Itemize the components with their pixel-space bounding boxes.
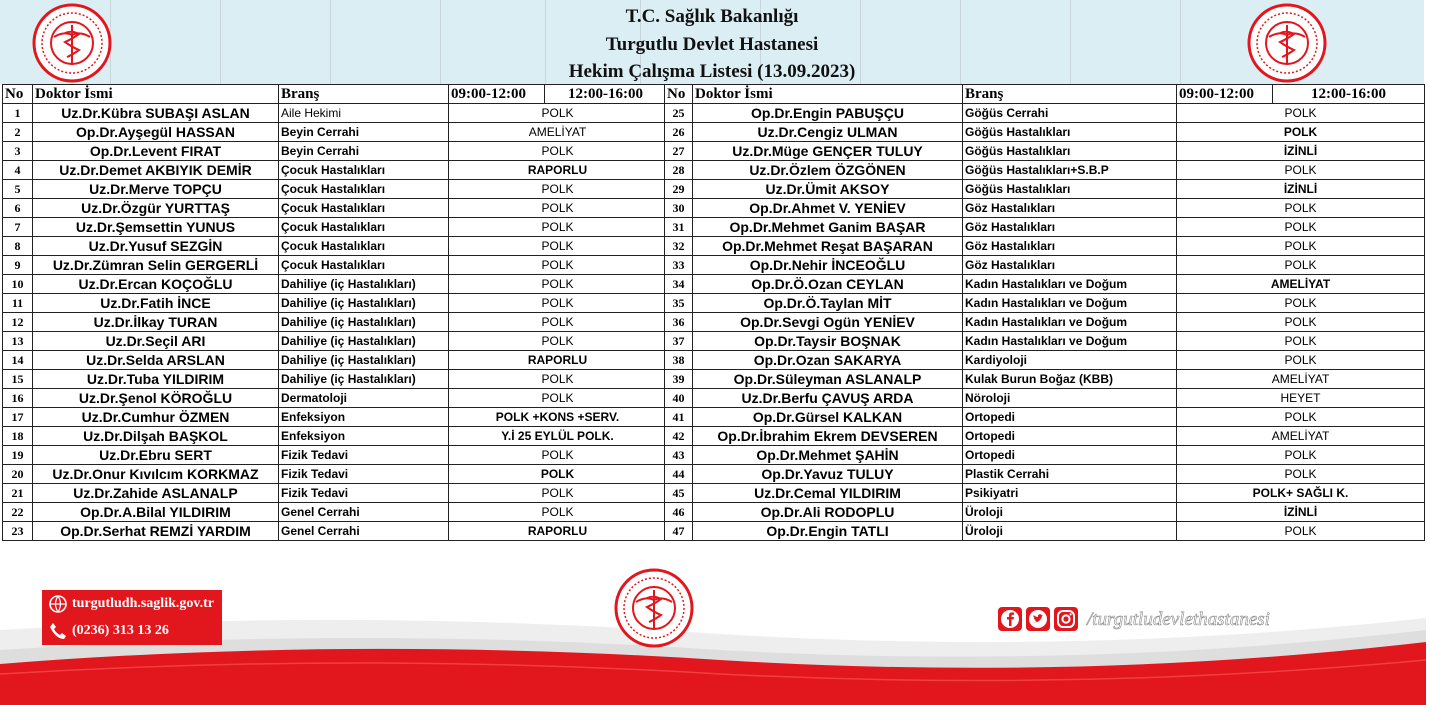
branch-name: Genel Cerrahi <box>279 522 449 541</box>
duty-status: RAPORLU <box>449 522 667 541</box>
ministry-title: T.C. Sağlık Bakanlığı <box>625 6 799 27</box>
doctor-name: Uz.Dr.Cemal YILDIRIM <box>693 484 963 503</box>
duty-status: POLK <box>1177 218 1425 237</box>
duty-status: HEYET <box>1177 389 1425 408</box>
row-number: 39 <box>665 370 693 389</box>
duty-status: AMELİYAT <box>1177 427 1425 446</box>
duty-status: POLK <box>449 503 667 522</box>
doctor-name: Op.Dr.Ö.Ozan CEYLAN <box>693 275 963 294</box>
duty-status: POLK <box>449 104 667 123</box>
branch-name: Aile Hekimi <box>279 104 449 123</box>
table-row <box>3 332 667 351</box>
duty-status: POLK <box>1177 332 1425 351</box>
table-row <box>665 199 1425 218</box>
row-number: 35 <box>665 294 693 313</box>
row-number: 16 <box>3 389 33 408</box>
branch-name: Göz Hastalıkları <box>963 199 1177 218</box>
table-row <box>3 446 667 465</box>
social-handle[interactable]: /turgutludevlethastanesi <box>1087 609 1270 630</box>
table-row <box>3 389 667 408</box>
branch-name: Dahiliye (iç Hastalıkları) <box>279 332 449 351</box>
row-number: 29 <box>665 180 693 199</box>
row-number: 44 <box>665 465 693 484</box>
duty-status: POLK <box>1177 522 1425 541</box>
branch-name: Göğüs Hastalıkları <box>963 180 1177 199</box>
branch-name: Çocuk Hastalıkları <box>279 237 449 256</box>
column-header-slot2: 12:00-16:00 <box>1273 85 1425 104</box>
table-row <box>3 313 667 332</box>
duty-status: AMELİYAT <box>1177 275 1425 294</box>
doctor-name: Uz.Dr.Müge GENÇER TULUY <box>693 142 963 161</box>
column-header-slot1: 09:00-12:00 <box>449 85 545 104</box>
row-number: 47 <box>665 522 693 541</box>
table-row <box>3 275 667 294</box>
column-header-slot2: 12:00-16:00 <box>545 85 667 104</box>
table-row <box>665 522 1425 541</box>
doctor-name: Op.Dr.Sevgi Ogün YENİEV <box>693 313 963 332</box>
branch-name: Dermatoloji <box>279 389 449 408</box>
schedule-table-left <box>2 84 667 541</box>
branch-name: Çocuk Hastalıkları <box>279 256 449 275</box>
duty-status: POLK <box>1177 123 1425 142</box>
doctor-name: Op.Dr.Engin TATLI <box>693 522 963 541</box>
table-row <box>665 161 1425 180</box>
duty-status: AMELİYAT <box>1177 370 1425 389</box>
table-row <box>3 218 667 237</box>
branch-name: Kadın Hastalıkları ve Doğum <box>963 332 1177 351</box>
table-row <box>3 123 667 142</box>
row-number: 32 <box>665 237 693 256</box>
table-row <box>665 370 1425 389</box>
duty-status: POLK <box>449 389 667 408</box>
row-number: 9 <box>3 256 33 275</box>
duty-status: POLK <box>1177 294 1425 313</box>
doctor-name: Uz.Dr.Kübra SUBAŞI ASLAN <box>33 104 279 123</box>
table-row <box>3 256 667 275</box>
table-row <box>3 237 667 256</box>
branch-name: Göz Hastalıkları <box>963 256 1177 275</box>
duty-status: POLK <box>449 218 667 237</box>
phone-icon <box>48 621 68 641</box>
table-row <box>3 161 667 180</box>
duty-status: POLK <box>1177 237 1425 256</box>
duty-status: POLK <box>1177 256 1425 275</box>
table-row <box>3 199 667 218</box>
row-number: 5 <box>3 180 33 199</box>
branch-name: Göğüs Hastalıkları+S.B.P <box>963 161 1177 180</box>
table-row <box>665 389 1425 408</box>
doctor-name: Uz.Dr.Selda ARSLAN <box>33 351 279 370</box>
doctor-name: Op.Dr.Süleyman ASLANALP <box>693 370 963 389</box>
doctor-name: Uz.Dr.Ümit AKSOY <box>693 180 963 199</box>
doctor-name: Op.Dr.Ozan SAKARYA <box>693 351 963 370</box>
row-number: 38 <box>665 351 693 370</box>
row-number: 10 <box>3 275 33 294</box>
doctor-name: Uz.Dr.Cumhur ÖZMEN <box>33 408 279 427</box>
column-header-branch: Branş <box>279 85 449 104</box>
branch-name: Plastik Cerrahi <box>963 465 1177 484</box>
instagram-icon[interactable] <box>1054 607 1078 631</box>
column-header-no: No <box>665 85 693 104</box>
branch-name: Dahiliye (iç Hastalıkları) <box>279 275 449 294</box>
branch-name: Beyin Cerrahi <box>279 142 449 161</box>
table-row <box>665 351 1425 370</box>
duty-status: POLK <box>1177 351 1425 370</box>
sheet-header <box>0 0 1424 84</box>
duty-status: RAPORLU <box>449 351 667 370</box>
branch-name: Çocuk Hastalıkları <box>279 180 449 199</box>
duty-status: POLK <box>449 465 667 484</box>
branch-name: Beyin Cerrahi <box>279 123 449 142</box>
doctor-name: Uz.Dr.Ebru SERT <box>33 446 279 465</box>
column-header-no: No <box>3 85 33 104</box>
branch-name: Kadın Hastalıkları ve Doğum <box>963 294 1177 313</box>
doctor-name: Uz.Dr.Şemsettin YUNUS <box>33 218 279 237</box>
branch-name: Dahiliye (iç Hastalıkları) <box>279 370 449 389</box>
doctor-name: Uz.Dr.Cengiz ULMAN <box>693 123 963 142</box>
table-row <box>665 408 1425 427</box>
row-number: 28 <box>665 161 693 180</box>
row-number: 27 <box>665 142 693 161</box>
doctor-name: Uz.Dr.Ercan KOÇOĞLU <box>33 275 279 294</box>
row-number: 34 <box>665 275 693 294</box>
doctor-name: Uz.Dr.Özlem ÖZGÖNEN <box>693 161 963 180</box>
doctor-name: Op.Dr.Engin PABUŞÇU <box>693 104 963 123</box>
duty-status: POLK+ SAĞLI K. <box>1177 484 1425 503</box>
duty-status: İZİNLİ <box>1177 180 1425 199</box>
doctor-name: Uz.Dr.Zümran Selin GERGERLİ <box>33 256 279 275</box>
doctor-name: Uz.Dr.Tuba YILDIRIM <box>33 370 279 389</box>
table-row <box>665 237 1425 256</box>
table-row <box>3 104 667 123</box>
ministry-seal-icon <box>614 568 694 648</box>
doctor-name: Uz.Dr.Yusuf SEZGİN <box>33 237 279 256</box>
row-number: 37 <box>665 332 693 351</box>
branch-name: Kulak Burun Boğaz (KBB) <box>963 370 1177 389</box>
duty-status: POLK <box>449 275 667 294</box>
doctor-name: Uz.Dr.Berfu ÇAVUŞ ARDA <box>693 389 963 408</box>
hospital-title: Turgutlu Devlet Hastanesi <box>605 34 819 55</box>
branch-name: Göz Hastalıkları <box>963 237 1177 256</box>
branch-name: Göğüs Hastalıkları <box>963 142 1177 161</box>
duty-status: İZİNLİ <box>1177 503 1425 522</box>
table-row <box>3 503 667 522</box>
branch-name: Çocuk Hastalıkları <box>279 161 449 180</box>
branch-name: Kadın Hastalıkları ve Doğum <box>963 275 1177 294</box>
branch-name: Fizik Tedavi <box>279 446 449 465</box>
column-header-slot1: 09:00-12:00 <box>1177 85 1273 104</box>
table-row <box>665 446 1425 465</box>
row-number: 36 <box>665 313 693 332</box>
doctor-name: Uz.Dr.İlkay TURAN <box>33 313 279 332</box>
row-number: 30 <box>665 199 693 218</box>
branch-name: Çocuk Hastalıkları <box>279 199 449 218</box>
branch-name: Kardiyoloji <box>963 351 1177 370</box>
branch-name: Dahiliye (iç Hastalıkları) <box>279 294 449 313</box>
row-number: 7 <box>3 218 33 237</box>
branch-name: Genel Cerrahi <box>279 503 449 522</box>
branch-name: Göğüs Hastalıkları <box>963 123 1177 142</box>
globe-icon <box>48 594 68 614</box>
row-number: 20 <box>3 465 33 484</box>
column-header-branch: Branş <box>963 85 1177 104</box>
table-row <box>3 180 667 199</box>
doctor-name: Op.Dr.İbrahim Ekrem DEVSEREN <box>693 427 963 446</box>
website-link[interactable] <box>42 590 222 618</box>
row-number: 31 <box>665 218 693 237</box>
table-row <box>665 503 1425 522</box>
duty-status: POLK <box>449 313 667 332</box>
branch-name: Psikiyatri <box>963 484 1177 503</box>
branch-name: Fizik Tedavi <box>279 465 449 484</box>
duty-status: POLK +KONS +SERV. <box>449 408 667 427</box>
row-number: 17 <box>3 408 33 427</box>
row-number: 33 <box>665 256 693 275</box>
branch-name: Göğüs Cerrahi <box>963 104 1177 123</box>
branch-name: Ortopedi <box>963 446 1177 465</box>
row-number: 40 <box>665 389 693 408</box>
table-row <box>665 313 1425 332</box>
branch-name: Ortopedi <box>963 408 1177 427</box>
doctor-name: Op.Dr.Serhat REMZİ YARDIM <box>33 522 279 541</box>
table-row <box>665 427 1425 446</box>
row-number: 3 <box>3 142 33 161</box>
column-header-doctor: Doktor İsmi <box>693 85 963 104</box>
list-title: Hekim Çalışma Listesi (13.09.2023) <box>568 61 856 82</box>
branch-name: Enfeksiyon <box>279 427 449 446</box>
duty-status: POLK <box>1177 161 1425 180</box>
duty-status: POLK <box>1177 465 1425 484</box>
ministry-seal-icon <box>32 3 112 83</box>
table-row <box>665 484 1425 503</box>
row-number: 8 <box>3 237 33 256</box>
doctor-name: Op.Dr.Gürsel KALKAN <box>693 408 963 427</box>
branch-name: Çocuk Hastalıkları <box>279 218 449 237</box>
duty-status: POLK <box>449 294 667 313</box>
duty-status: POLK <box>449 180 667 199</box>
table-row <box>3 294 667 313</box>
website-text: turgutludh.saglik.gov.tr <box>72 596 214 611</box>
branch-name: Enfeksiyon <box>279 408 449 427</box>
duty-status: POLK <box>1177 408 1425 427</box>
table-row <box>665 142 1425 161</box>
row-number: 14 <box>3 351 33 370</box>
doctor-name: Op.Dr.Mehmet Reşat BAŞARAN <box>693 237 963 256</box>
duty-status: POLK <box>449 256 667 275</box>
table-row <box>665 123 1425 142</box>
doctor-name: Op.Dr.Ayşegül HASSAN <box>33 123 279 142</box>
duty-status: POLK <box>449 332 667 351</box>
table-row <box>665 275 1425 294</box>
table-row <box>3 465 667 484</box>
doctor-name: Op.Dr.Nehir İNCEOĞLU <box>693 256 963 275</box>
table-row <box>3 142 667 161</box>
doctor-name: Uz.Dr.Demet AKBIYIK DEMİR <box>33 161 279 180</box>
row-number: 13 <box>3 332 33 351</box>
duty-status: POLK <box>449 237 667 256</box>
row-number: 1 <box>3 104 33 123</box>
phone-text: (0236) 313 13 26 <box>72 623 169 638</box>
table-row <box>665 104 1425 123</box>
doctor-name: Op.Dr.Ali RODOPLU <box>693 503 963 522</box>
branch-name: Dahiliye (iç Hastalıkları) <box>279 351 449 370</box>
row-number: 4 <box>3 161 33 180</box>
branch-name: Dahiliye (iç Hastalıkları) <box>279 313 449 332</box>
row-number: 18 <box>3 427 33 446</box>
duty-status: İZİNLİ <box>1177 142 1425 161</box>
doctor-name: Op.Dr.Levent FIRAT <box>33 142 279 161</box>
table-row <box>665 256 1425 275</box>
table-row <box>3 370 667 389</box>
row-number: 11 <box>3 294 33 313</box>
branch-name: Nöroloji <box>963 389 1177 408</box>
phone-contact[interactable] <box>42 617 222 645</box>
table-header-row <box>665 85 1425 104</box>
ministry-seal-icon <box>1247 3 1327 83</box>
column-header-doctor: Doktor İsmi <box>33 85 279 104</box>
twitter-icon[interactable] <box>1026 607 1050 631</box>
doctor-name: Op.Dr.Taysir BOŞNAK <box>693 332 963 351</box>
doctor-name: Uz.Dr.Zahide ASLANALP <box>33 484 279 503</box>
row-number: 25 <box>665 104 693 123</box>
branch-name: Ortopedi <box>963 427 1177 446</box>
duty-status: RAPORLU <box>449 161 667 180</box>
duty-status: POLK <box>449 142 667 161</box>
row-number: 22 <box>3 503 33 522</box>
branch-name: Üroloji <box>963 503 1177 522</box>
row-number: 19 <box>3 446 33 465</box>
doctor-name: Uz.Dr.Onur Kıvılcım KORKMAZ <box>33 465 279 484</box>
table-row <box>3 408 667 427</box>
duty-status: POLK <box>1177 199 1425 218</box>
doctor-name: Op.Dr.Yavuz TULUY <box>693 465 963 484</box>
doctor-name: Op.Dr.Ahmet V. YENİEV <box>693 199 963 218</box>
branch-name: Üroloji <box>963 522 1177 541</box>
doctor-name: Uz.Dr.Dilşah BAŞKOL <box>33 427 279 446</box>
table-row <box>3 522 667 541</box>
table-row <box>665 180 1425 199</box>
branch-name: Fizik Tedavi <box>279 484 449 503</box>
row-number: 2 <box>3 123 33 142</box>
doctor-name: Uz.Dr.Seçil ARI <box>33 332 279 351</box>
doctor-name: Op.Dr.A.Bilal YILDIRIM <box>33 503 279 522</box>
doctor-name: Op.Dr.Mehmet Ganim BAŞAR <box>693 218 963 237</box>
row-number: 46 <box>665 503 693 522</box>
row-number: 26 <box>665 123 693 142</box>
row-number: 6 <box>3 199 33 218</box>
duty-status: POLK <box>1177 313 1425 332</box>
duty-status: POLK <box>449 199 667 218</box>
schedule-table-right <box>664 84 1425 541</box>
table-row <box>665 465 1425 484</box>
duty-status: POLK <box>1177 104 1425 123</box>
row-number: 15 <box>3 370 33 389</box>
branch-name: Kadın Hastalıkları ve Doğum <box>963 313 1177 332</box>
row-number: 43 <box>665 446 693 465</box>
duty-status: Y.İ 25 EYLÜL POLK. <box>449 427 667 446</box>
duty-status: POLK <box>449 446 667 465</box>
doctor-name: Uz.Dr.Fatih İNCE <box>33 294 279 313</box>
table-row <box>665 294 1425 313</box>
duty-status: POLK <box>449 484 667 503</box>
row-number: 12 <box>3 313 33 332</box>
table-row <box>3 427 667 446</box>
branch-name: Göz Hastalıkları <box>963 218 1177 237</box>
doctor-name: Op.Dr.Ö.Taylan MİT <box>693 294 963 313</box>
duty-status: POLK <box>1177 446 1425 465</box>
table-row <box>665 332 1425 351</box>
duty-status: POLK <box>449 370 667 389</box>
duty-status: AMELİYAT <box>449 123 667 142</box>
doctor-name: Op.Dr.Mehmet ŞAHİN <box>693 446 963 465</box>
doctor-name: Uz.Dr.Şenol KÖROĞLU <box>33 389 279 408</box>
row-number: 45 <box>665 484 693 503</box>
row-number: 41 <box>665 408 693 427</box>
table-row <box>3 351 667 370</box>
row-number: 21 <box>3 484 33 503</box>
table-row <box>665 218 1425 237</box>
row-number: 42 <box>665 427 693 446</box>
facebook-icon[interactable] <box>998 607 1022 631</box>
table-row <box>3 484 667 503</box>
row-number: 23 <box>3 522 33 541</box>
table-header-row <box>3 85 667 104</box>
doctor-name: Uz.Dr.Merve TOPÇU <box>33 180 279 199</box>
doctor-name: Uz.Dr.Özgür YURTTAŞ <box>33 199 279 218</box>
